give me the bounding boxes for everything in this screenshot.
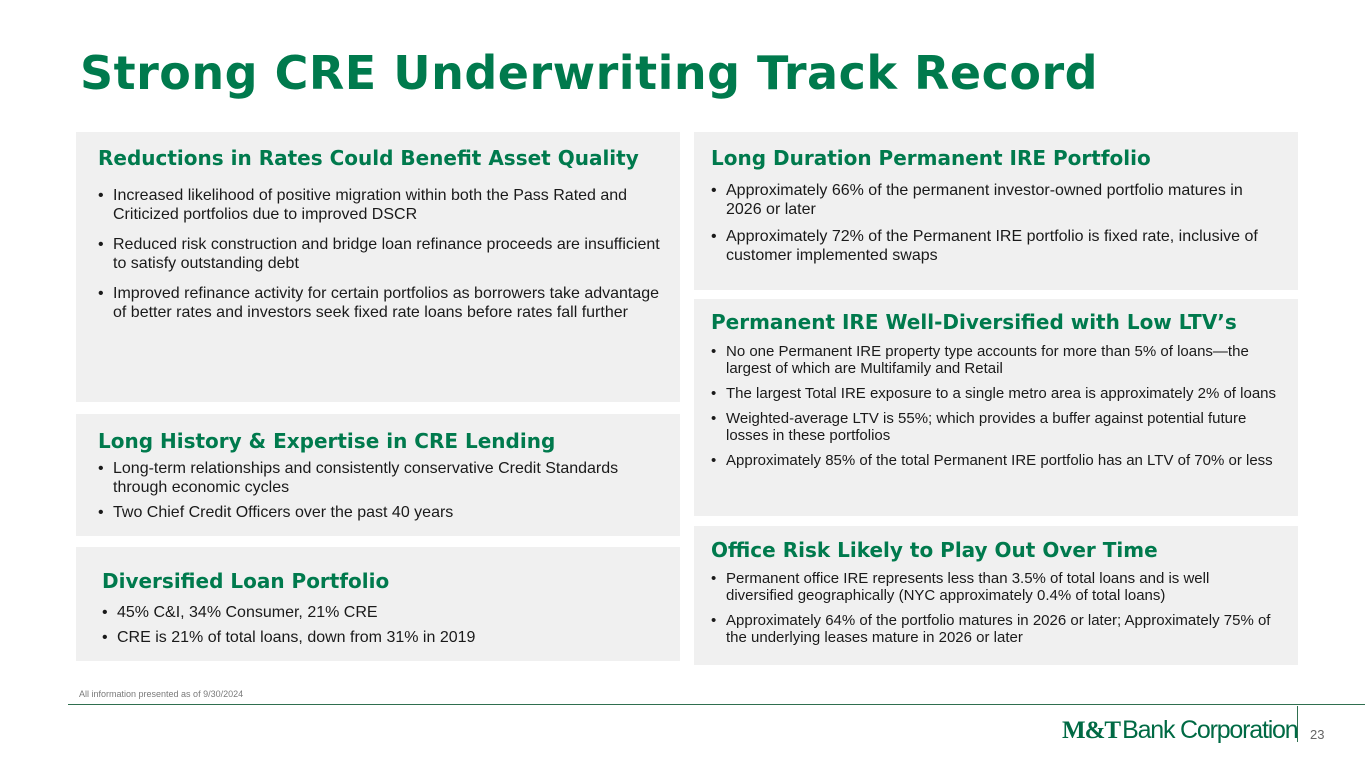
panel-heading: Reductions in Rates Could Benefit Asset Quality: [98, 146, 639, 170]
bullet-list: [98, 459, 660, 522]
bullet-item: • Reduced risk construction and bridge loan refinance proceeds are insufficient to satisfy outstanding debt: [98, 235, 660, 273]
bullet-item: • Approximately 66% of the permanent investor-owned portfolio matures in 2026 or later: [711, 181, 1278, 219]
bullet-list: [711, 343, 1278, 469]
panel-heading: Office Risk Likely to Play Out Over Time: [711, 538, 1158, 562]
footer-divider: [68, 704, 1365, 705]
panel-heading: Permanent IRE Well-Diversified with Low LTV’s: [711, 310, 1237, 334]
bullet-item: • Weighted-average LTV is 55%; which provides a buffer against potential future losses in these portfolios: [711, 410, 1278, 444]
panel-office-risk: [694, 526, 1298, 665]
panel-heading: Diversified Loan Portfolio: [102, 569, 390, 593]
logo-mark: M&T: [1062, 717, 1121, 744]
bullet-item: • Improved refinance activity for certain portfolios as borrowers take advantage of better rates and investors seek fixed rate loans before rates fall further: [98, 284, 660, 322]
panel-permanent-ire: [694, 299, 1298, 516]
bullet-list: [711, 181, 1278, 265]
bullet-item: • Two Chief Credit Officers over the past 40 years: [98, 503, 660, 522]
panel-long-duration: [694, 132, 1298, 290]
bullet-item: • Approximately 64% of the portfolio matures in 2026 or later; Approximately 75% of the underlying leases mature in 2026 or later: [711, 612, 1278, 646]
bullet-item: • Approximately 72% of the Permanent IRE portfolio is fixed rate, inclusive of customer implemented swaps: [711, 227, 1278, 265]
bullet-item: • No one Permanent IRE property type accounts for more than 5% of loans—the largest of which are Multifamily and Retail: [711, 343, 1278, 377]
bullet-item: • Permanent office IRE represents less than 3.5% of total loans and is well diversified geographically (NYC approximately 0.4% of total loans): [711, 570, 1278, 604]
bullet-item: • CRE is 21% of total loans, down from 31% in 2019: [102, 628, 660, 647]
bullet-list: [98, 186, 660, 322]
bullet-list: [102, 603, 660, 647]
bullet-item: • The largest Total IRE exposure to a single metro area is approximately 2% of loans: [711, 385, 1278, 402]
panel-heading: Long Duration Permanent IRE Portfolio: [711, 146, 1151, 170]
logo-divider: [1297, 706, 1298, 742]
logo-text: Bank Corporation: [1122, 716, 1298, 744]
bullet-list: [711, 570, 1278, 646]
panel-heading: Long History & Expertise in CRE Lending: [98, 429, 556, 453]
bullet-item: • Long-term relationships and consistently conservative Credit Standards through economic cycles: [98, 459, 660, 497]
company-logo: [1062, 716, 1297, 746]
bullet-item: • 45% C&I, 34% Consumer, 21% CRE: [102, 603, 660, 622]
footnote: All information presented as of 9/30/2024: [79, 689, 244, 699]
slide-title: Strong CRE Underwriting Track Record: [80, 46, 1099, 100]
bullet-item: • Approximately 85% of the total Permanent IRE portfolio has an LTV of 70% or less: [711, 452, 1278, 469]
page-number: 23: [1310, 727, 1325, 742]
panel-rates-asset-quality: [76, 132, 680, 402]
panel-diversified-portfolio: [76, 547, 680, 661]
bullet-item: • Increased likelihood of positive migration within both the Pass Rated and Criticized portfolios due to improved DSCR: [98, 186, 660, 224]
panel-cre-history: [76, 414, 680, 536]
